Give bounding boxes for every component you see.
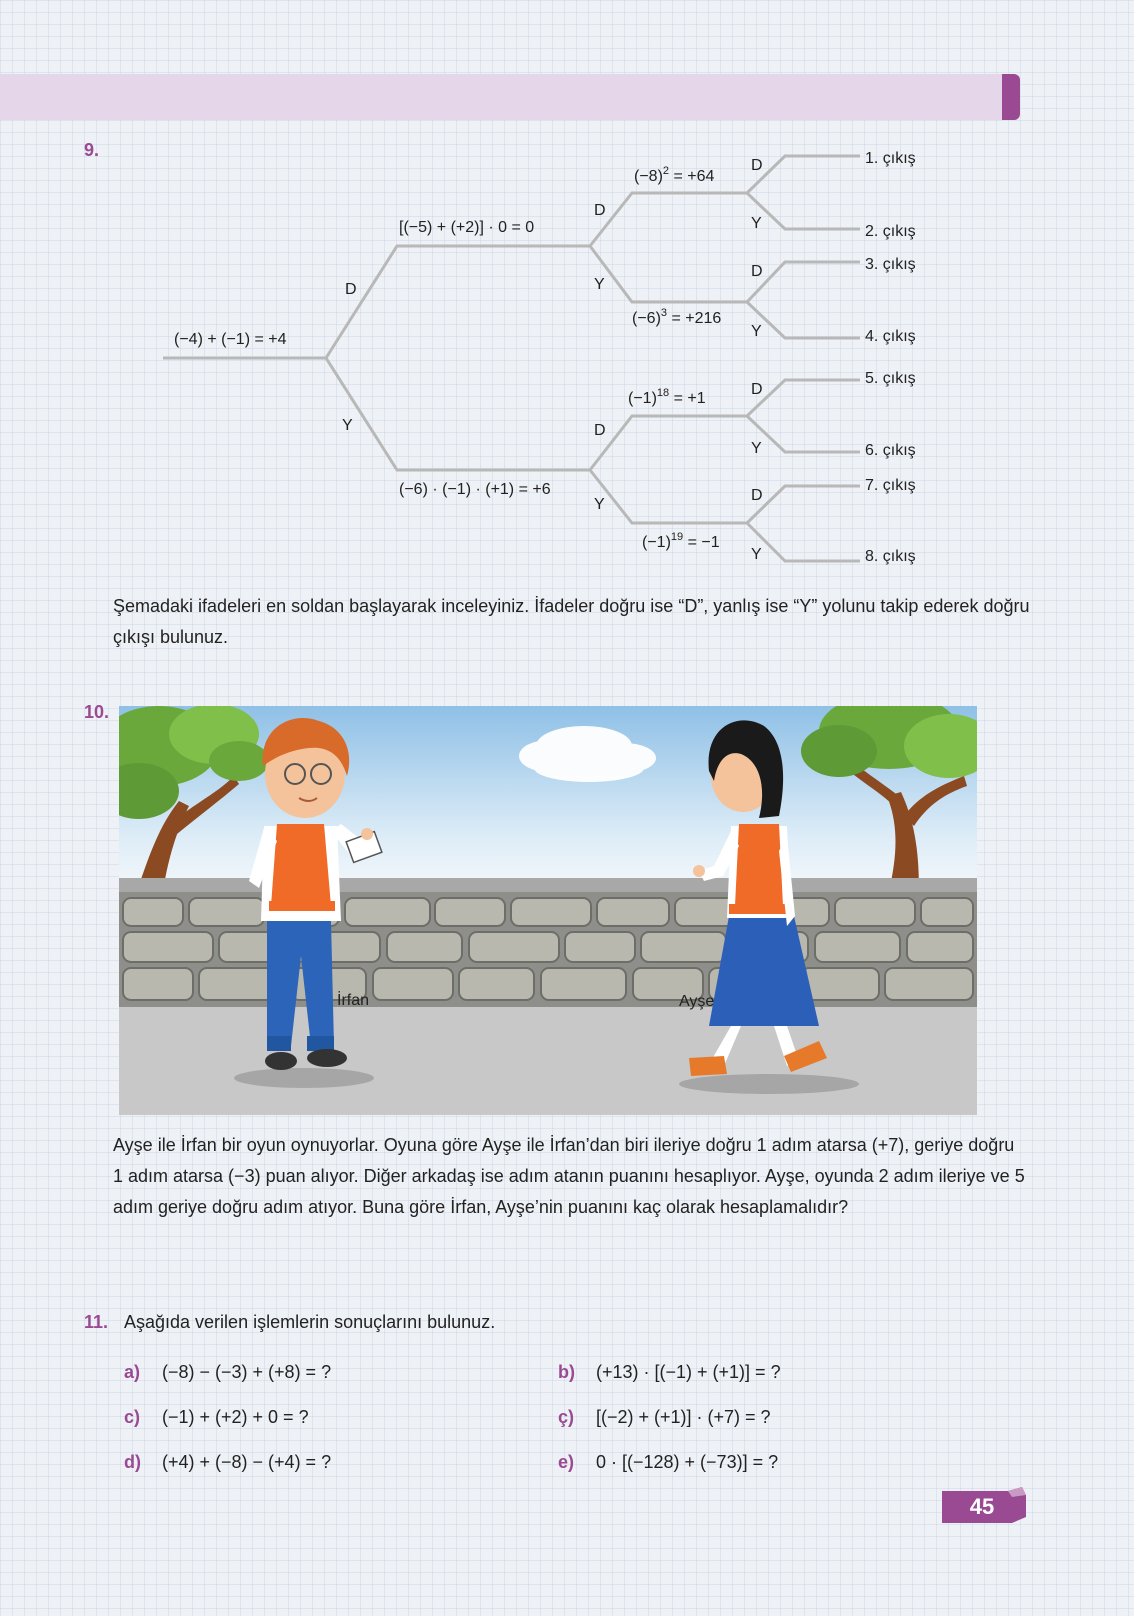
branch-label-y: Y [342, 417, 353, 434]
branch-label-y: Y [751, 215, 762, 232]
operation-item [124, 1362, 331, 1383]
operation-label: e) [558, 1452, 575, 1472]
illustration-scene [119, 706, 977, 1115]
wall-cap [119, 878, 977, 892]
branch-label-y: Y [594, 276, 605, 293]
node-yy: $(-1)^{19} = -1$ [642, 531, 720, 551]
question-9-number: 9. [84, 140, 100, 160]
illustration-kids-walking [119, 706, 977, 1115]
operation-label: b) [558, 1362, 575, 1382]
question-9-instructions: Şemadaki ifadeleri en soldan başlayarak inceleyiniz. İfadeler doğru ise “D”, yanlış ise “Y” yolunu takip ederek doğru çıkışı bulunuz. [113, 596, 1030, 647]
operation-expression: (−1) + (+2) + 0 = ? [162, 1407, 309, 1427]
operation-expression: (+13) · [(−1) + (+1)] = ? [596, 1362, 781, 1382]
page-number-badge [942, 1487, 1026, 1523]
operation-label: ç) [558, 1407, 575, 1427]
node-dd: $(-8)^2 = +64$ [634, 165, 715, 185]
operation-label: d) [124, 1452, 141, 1472]
node-d: [(−5) + (+2)] · 0 = 0 [399, 219, 535, 236]
node-y: (−6) · (−1) · (+1) = +6 [399, 481, 551, 498]
branch-label-d: D [751, 381, 763, 398]
exit-label: 4. çıkış [865, 328, 916, 345]
operation-item [558, 1407, 771, 1428]
operation-item [124, 1407, 309, 1428]
operation-item [558, 1362, 781, 1383]
branch-label-d: D [594, 422, 606, 439]
operation-expression: 0 · [(−128) + (−73)] = ? [596, 1452, 779, 1472]
operation-label: a) [124, 1362, 141, 1382]
question-10-text: Ayşe ile İrfan bir oyun oynuyorlar. Oyuna göre Ayşe ile İrfan’dan biri ileriye doğru 1 adım atarsa (+7), geriye doğru 1 adım atarsa (−3) puan alıyor. Diğer arkadaş ise adım atanın puanını hesaplıyor. Ayşe, oyunda 2 adım ileriye ve 5 adım geriye doğru adım atıyor. Buna göre İrfan, Ayşe’nin puanını kaç olarak hesaplamalıdır? [113, 1135, 1025, 1217]
operation-expression: (+4) + (−8) − (+4) = ? [162, 1452, 332, 1472]
operation-label: c) [124, 1407, 141, 1427]
exit-label: 3. çıkış [865, 256, 916, 273]
ground [119, 1007, 977, 1115]
exit-label: 6. çıkış [865, 442, 916, 459]
wall-stones [123, 898, 973, 1000]
branch-label-y: Y [594, 496, 605, 513]
question-11-number: 11. [84, 1312, 109, 1332]
operation-expression: (−8) − (−3) + (+8) = ? [162, 1362, 332, 1382]
branch-label-d: D [751, 157, 763, 174]
exit-label: 8. çıkış [865, 548, 916, 565]
exit-label: 1. çıkış [865, 150, 916, 167]
operation-item [124, 1452, 331, 1473]
girl-name-label: Ayşe [679, 993, 715, 1010]
exit-label: 5. çıkış [865, 370, 916, 387]
node-dy: $(-6)^3 = +216$ [632, 307, 722, 327]
boy-name-label: İrfan [337, 992, 370, 1009]
question-11-title: Aşağıda verilen işlemlerin sonuçlarını bulunuz. [124, 1312, 496, 1332]
branch-label-d: D [751, 487, 763, 504]
node-root: (−4) + (−1) = +4 [174, 331, 287, 348]
branch-label-d: D [345, 281, 357, 298]
page-number: 45 [969, 1494, 995, 1519]
branch-label-y: Y [751, 440, 762, 457]
exit-label: 7. çıkış [865, 477, 916, 494]
node-yd: $(-1)^{18} = +1$ [628, 387, 706, 407]
branch-label-d: D [751, 263, 763, 280]
branch-label-y: Y [751, 546, 762, 563]
exit-label: 2. çıkış [865, 223, 916, 240]
decision-tree-diagram [0, 0, 1134, 580]
operation-item [558, 1452, 778, 1473]
question-10-number: 10. [84, 702, 110, 722]
branch-label-d: D [594, 202, 606, 219]
operation-expression: [(−2) + (+1)] · (+7) = ? [596, 1407, 771, 1427]
branch-label-y: Y [751, 323, 762, 340]
